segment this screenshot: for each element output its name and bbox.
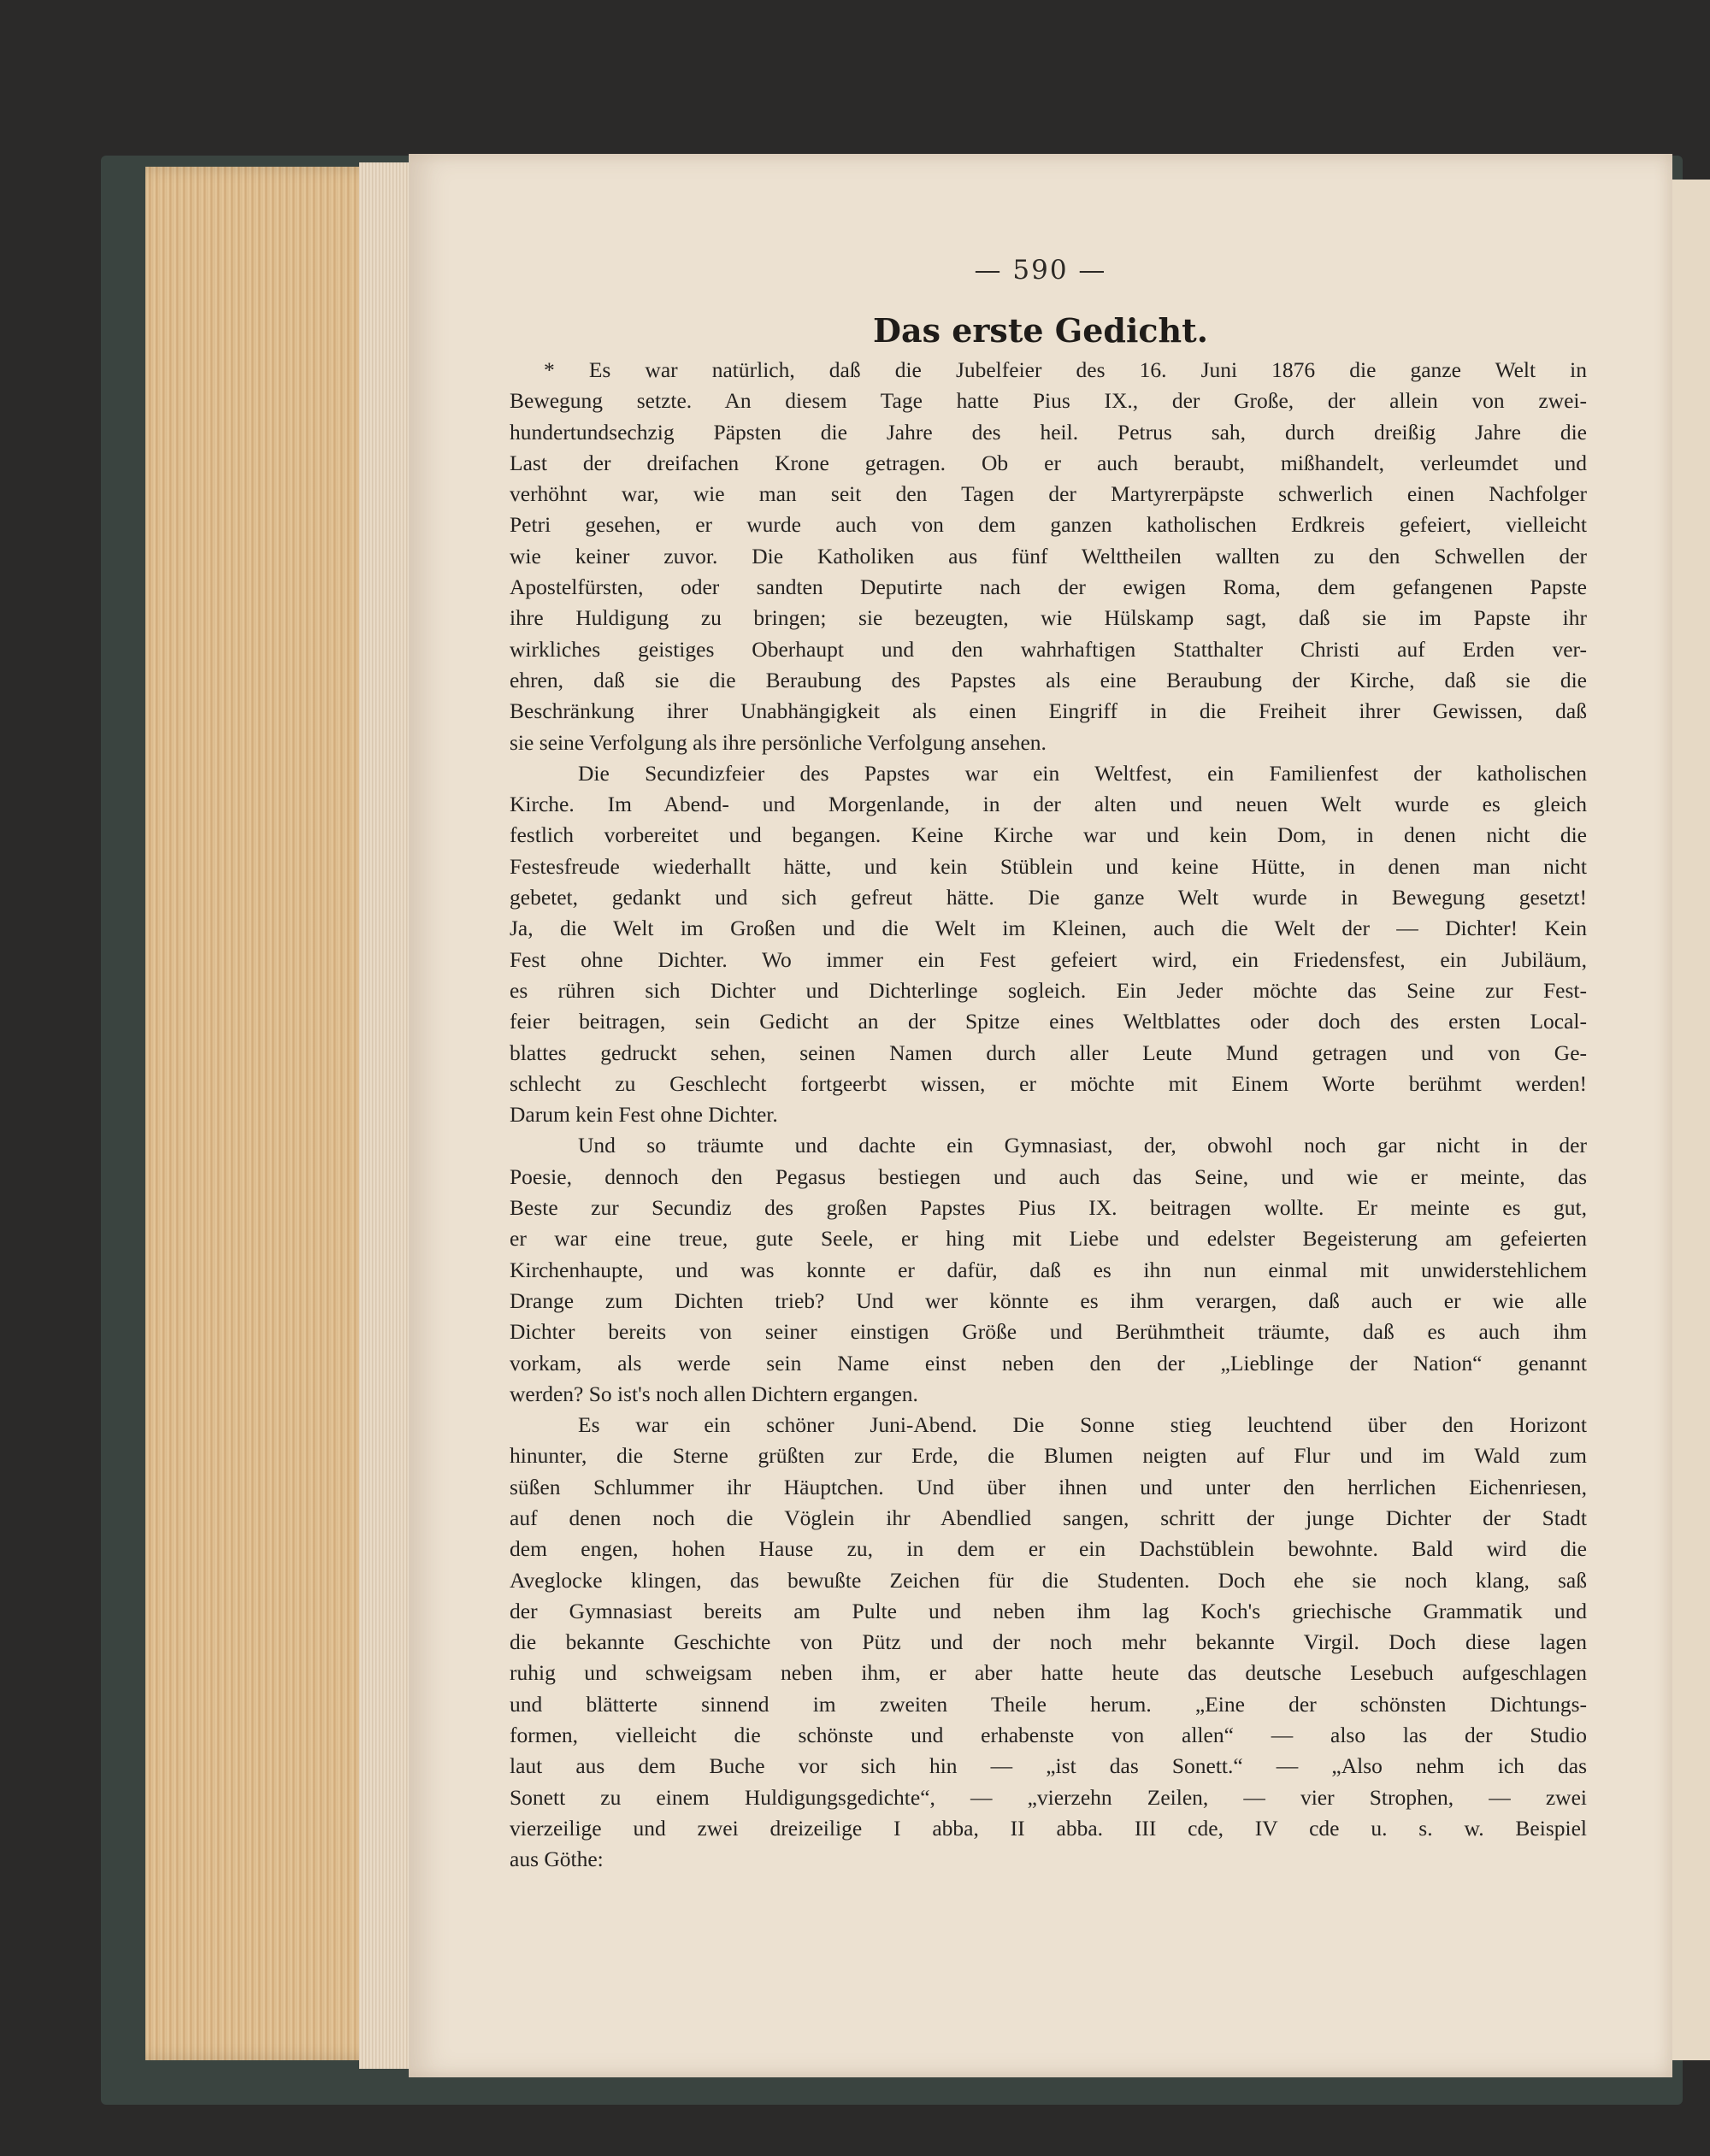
text-line: blattes gedruckt sehen, seinen Namen durch aller Leute Mund getragen und von Ge- — [510, 1040, 1587, 1065]
text-line: er war eine treue, gute Seele, er hing mit Liebe und edelster Begeisterung am gefeierten — [510, 1226, 1587, 1252]
text-line: * Es war natürlich, daß die Jubelfeier des 16. Juni 1876 die ganze Welt in — [544, 357, 1587, 382]
text-line: Sonett zu einem Huldigungsgedichte“, — „vierzehn Zeilen, — vier Strophen, — zwei — [510, 1784, 1587, 1810]
text-line: Petri gesehen, er wurde auch von dem ganzen katholischen Erdkreis gefeiert, vielleicht — [510, 512, 1587, 538]
text-line: ihre Huldigung zu bringen; sie bezeugten, wie Hülskamp sagt, daß sie im Papste ihr — [510, 605, 1587, 631]
page-number: — 590 — — [974, 255, 1107, 286]
text-line: Last der dreifachen Krone getragen. Ob er auch beraubt, mißhandelt, verleumdet und — [510, 450, 1587, 475]
text-line: formen, vielleicht die schönste und erhabenste von allen“ — also las der Studio — [510, 1723, 1587, 1748]
text-line: Darum kein Fest ohne Dichter. — [510, 1102, 778, 1128]
text-line: Aveglocke klingen, das bewußte Zeichen für die Studenten. Doch ehe sie noch klang, saß — [510, 1567, 1587, 1593]
text-line: Dichter bereits von seiner einstigen Größe und Berühmtheit träumte, daß es auch ihm — [510, 1319, 1587, 1345]
text-line: wie keiner zuvor. Die Katholiken aus fünf Welttheilen wallten zu den Schwellen der — [510, 543, 1587, 568]
text-line: Apostelfürsten, oder sandten Deputirte nach der ewigen Roma, dem gefangenen Papste — [510, 574, 1587, 600]
text-line: auf denen noch die Vöglein ihr Abendlied sangen, schritt der junge Dichter der Stadt — [510, 1505, 1587, 1530]
text-line: Es war ein schöner Juni-Abend. Die Sonne stieg leuchtend über den Horizont — [578, 1412, 1587, 1438]
text-line: Festesfreude wiederhallt hätte, und kein Stüblein und keine Hütte, in denen man nicht — [510, 853, 1587, 879]
text-line: Ja, die Welt im Großen und die Welt im Kleinen, auch die Welt der — Dichter! Kein — [510, 916, 1587, 941]
text-line: Fest ohne Dichter. Wo immer ein Fest gefeiert wird, ein Friedensfest, ein Jubiläum, — [510, 946, 1587, 972]
text-line: sie seine Verfolgung als ihre persönliche Verfolgung ansehen. — [510, 729, 1047, 755]
text-line: aus Göthe: — [510, 1847, 604, 1872]
text-line: Beste zur Secundiz des großen Papstes Pius IX. beitragen wollte. Er meinte es gut, — [510, 1195, 1587, 1221]
text-line: vierzeilige und zwei dreizeilige I abba, II abba. III cde, IV cde u. s. w. Beispiel — [510, 1815, 1587, 1841]
text-line: Die Secundizfeier des Papstes war ein Weltfest, ein Familienfest der katholischen — [578, 760, 1587, 786]
text-line: Und so träumte und dachte ein Gymnasiast, der, obwohl noch gar nicht in der — [578, 1133, 1587, 1158]
book-page — [409, 154, 1672, 2077]
text-line: verhöhnt war, wie man seit den Tagen der Martyrerpäpste schwerlich einen Nachfolger — [510, 481, 1587, 507]
text-line: schlecht zu Geschlecht fortgeerbt wissen, er möchte mit Einem Worte berühmt werden! — [510, 1070, 1587, 1096]
text-line: Drange zum Dichten trieb? Und wer könnte es ihm verargen, daß auch er wie alle — [510, 1287, 1587, 1313]
text-line: süßen Schlummer ihr Häuptchen. Und über ihnen und unter den herrlichen Eichenriesen, — [510, 1474, 1587, 1499]
text-line: hinunter, die Sterne grüßten zur Erde, die Blumen neigten auf Flur und im Wald zum — [510, 1443, 1587, 1469]
text-line: hundertundsechzig Päpsten die Jahre des heil. Petrus sah, durch dreißig Jahre die — [510, 419, 1587, 445]
text-line: Kirchenhaupte, und was konnte er dafür, daß es ihn nun einmal mit unwiderstehlichem — [510, 1257, 1587, 1282]
text-line: werden? So ist's noch allen Dichtern ergangen. — [510, 1381, 918, 1406]
text-line: ehren, daß sie die Beraubung des Papstes als eine Beraubung der Kirche, daß sie die — [510, 667, 1587, 692]
text-line: Bewegung setzte. An diesem Tage hatte Pius IX., der Große, der allein von zwei- — [510, 388, 1587, 414]
text-line: vorkam, als werde sein Name einst neben den der „Lieblinge der Nation“ genannt — [510, 1350, 1587, 1375]
text-line: Kirche. Im Abend- und Morgenlande, in der alten und neuen Welt wurde es gleich — [510, 792, 1587, 817]
text-line: die bekannte Geschichte von Pütz und der noch mehr bekannte Virgil. Doch diese lagen — [510, 1629, 1587, 1655]
text-line: gebetet, gedankt und sich gefreut hätte. Die ganze Welt wurde in Bewegung gesetzt! — [510, 885, 1587, 910]
text-line: festlich vorbereitet und begangen. Keine Kirche war und kein Dom, in denen nicht die — [510, 822, 1587, 848]
text-line: und blätterte sinnend im zweiten Theile herum. „Eine der schönsten Dichtungs- — [510, 1691, 1587, 1717]
text-line: Beschränkung ihrer Unabhängigkeit als einen Eingriff in die Freiheit ihrer Gewissen, daß — [510, 698, 1587, 724]
text-line: Poesie, dennoch den Pegasus bestiegen und auch das Seine, und wie er meinte, das — [510, 1163, 1587, 1189]
text-line: es rühren sich Dichter und Dichterlinge sogleich. Ein Jeder möchte das Seine zur Fest- — [510, 977, 1587, 1003]
chapter-title: Das erste Gedicht. — [873, 311, 1208, 350]
facing-page-edge — [1669, 180, 1710, 2060]
text-line: dem engen, hohen Hause zu, in dem er ein Dachstüblein bewohnte. Bald wird die — [510, 1536, 1587, 1562]
text-line: ruhig und schweigsam neben ihm, er aber hatte heute das deutsche Lesebuch aufgeschlagen — [510, 1660, 1587, 1686]
text-line: der Gymnasiast bereits am Pulte und neben ihm lag Koch's griechische Grammatik und — [510, 1598, 1587, 1623]
body-text — [510, 355, 1587, 1876]
text-line: laut aus dem Buche vor sich hin — „ist das Sonett.“ — „Also nehm ich das — [510, 1753, 1587, 1779]
text-line: feier beitragen, sein Gedicht an der Spitze eines Weltblattes oder doch des ersten Local- — [510, 1009, 1587, 1034]
text-line: wirkliches geistiges Oberhaupt und den wahrhaftigen Statthalter Christi auf Erden ver- — [510, 636, 1587, 662]
